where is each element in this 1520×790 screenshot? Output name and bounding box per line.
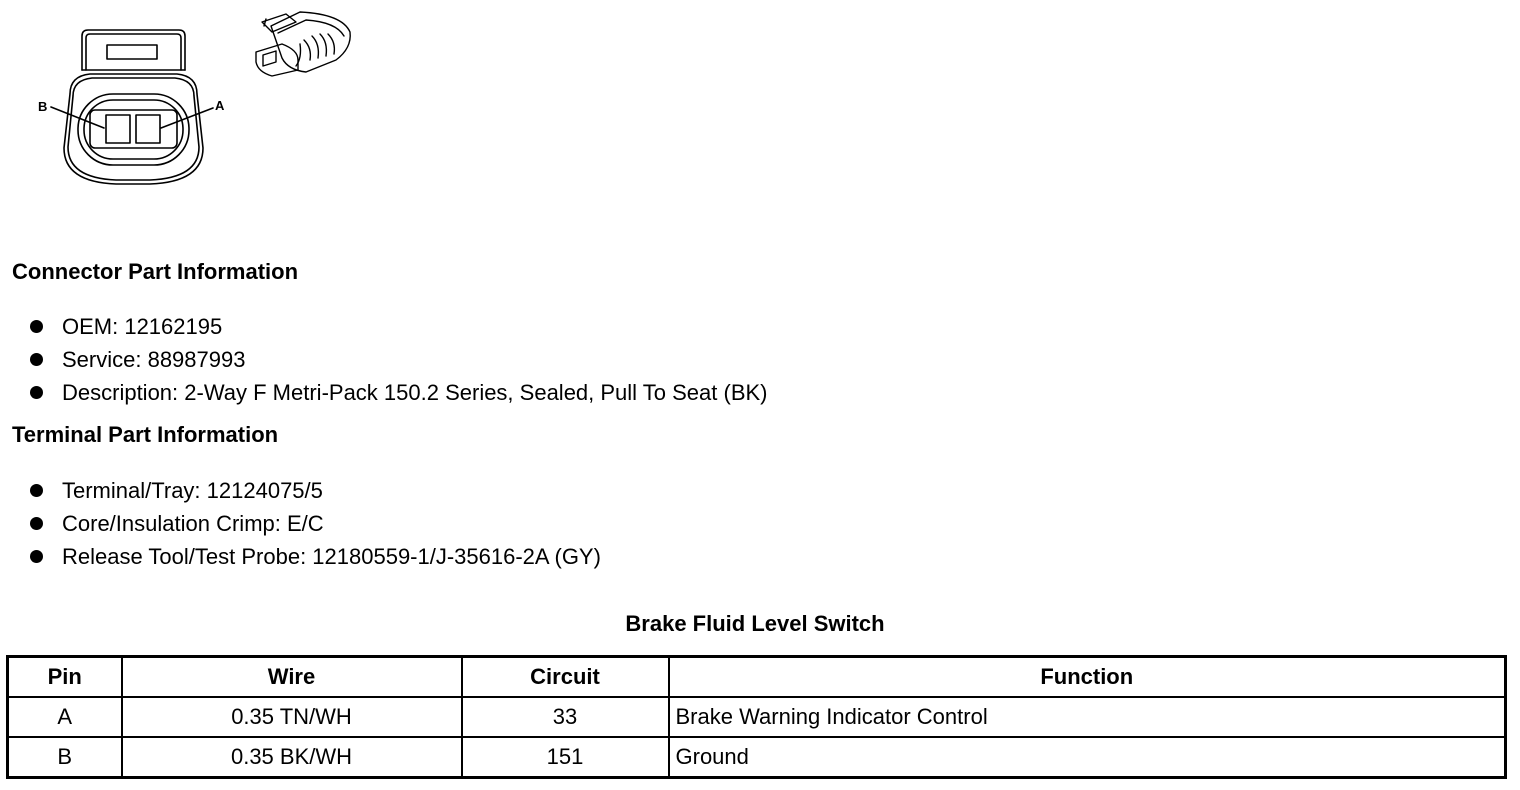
column-header-function: Function — [669, 657, 1506, 698]
table-row — [8, 737, 1506, 778]
function-cell: Ground — [669, 737, 1506, 778]
bullet-icon — [30, 550, 43, 563]
connector-part-info-list — [30, 310, 768, 409]
list-item — [30, 474, 601, 507]
service-part-number: Service: 88987993 — [62, 347, 246, 372]
wire-cell: 0.35 BK/WH — [122, 737, 462, 778]
oem-part-number: OEM: 12162195 — [62, 314, 223, 339]
connector-description: Description: 2-Way F Metri-Pack 150.2 Series, Sealed, Pull To Seat (BK) — [62, 380, 768, 405]
column-header-circuit: Circuit — [462, 657, 669, 698]
bullet-icon — [30, 517, 43, 530]
list-item — [30, 507, 601, 540]
bullet-icon — [30, 484, 43, 497]
list-item — [30, 343, 768, 376]
bullet-icon — [30, 353, 43, 366]
column-header-wire: Wire — [122, 657, 462, 698]
column-header-pin: Pin — [8, 657, 122, 698]
crimp-info: Core/Insulation Crimp: E/C — [62, 511, 324, 536]
table-row — [8, 697, 1506, 737]
table-title: Brake Fluid Level Switch — [625, 611, 885, 636]
circuit-cell: 33 — [462, 697, 669, 737]
bullet-icon — [30, 320, 43, 333]
connector-isometric-icon — [256, 12, 350, 76]
terminal-part-info-heading: Terminal Part Information — [12, 422, 279, 447]
terminal-tray: Terminal/Tray: 12124075/5 — [62, 478, 323, 503]
pin-a-label: A — [215, 98, 225, 113]
pin-cell: A — [8, 697, 122, 737]
list-item — [30, 376, 768, 409]
pin-b-label: B — [38, 99, 48, 114]
pinout-table — [6, 655, 1507, 779]
bullet-icon — [30, 386, 43, 399]
list-item — [30, 310, 768, 343]
connector-figure — [0, 0, 380, 220]
pin-cell: B — [8, 737, 122, 778]
wire-cell: 0.35 TN/WH — [122, 697, 462, 737]
terminal-part-info-list — [30, 474, 601, 573]
circuit-cell: 151 — [462, 737, 669, 778]
table-header-row — [8, 657, 1506, 698]
connector-face-view-icon — [51, 30, 213, 184]
release-tool-info: Release Tool/Test Probe: 12180559-1/J-35616-2A (GY) — [62, 544, 601, 569]
function-cell: Brake Warning Indicator Control — [669, 697, 1506, 737]
connector-part-info-heading: Connector Part Information — [12, 259, 299, 284]
list-item — [30, 540, 601, 573]
